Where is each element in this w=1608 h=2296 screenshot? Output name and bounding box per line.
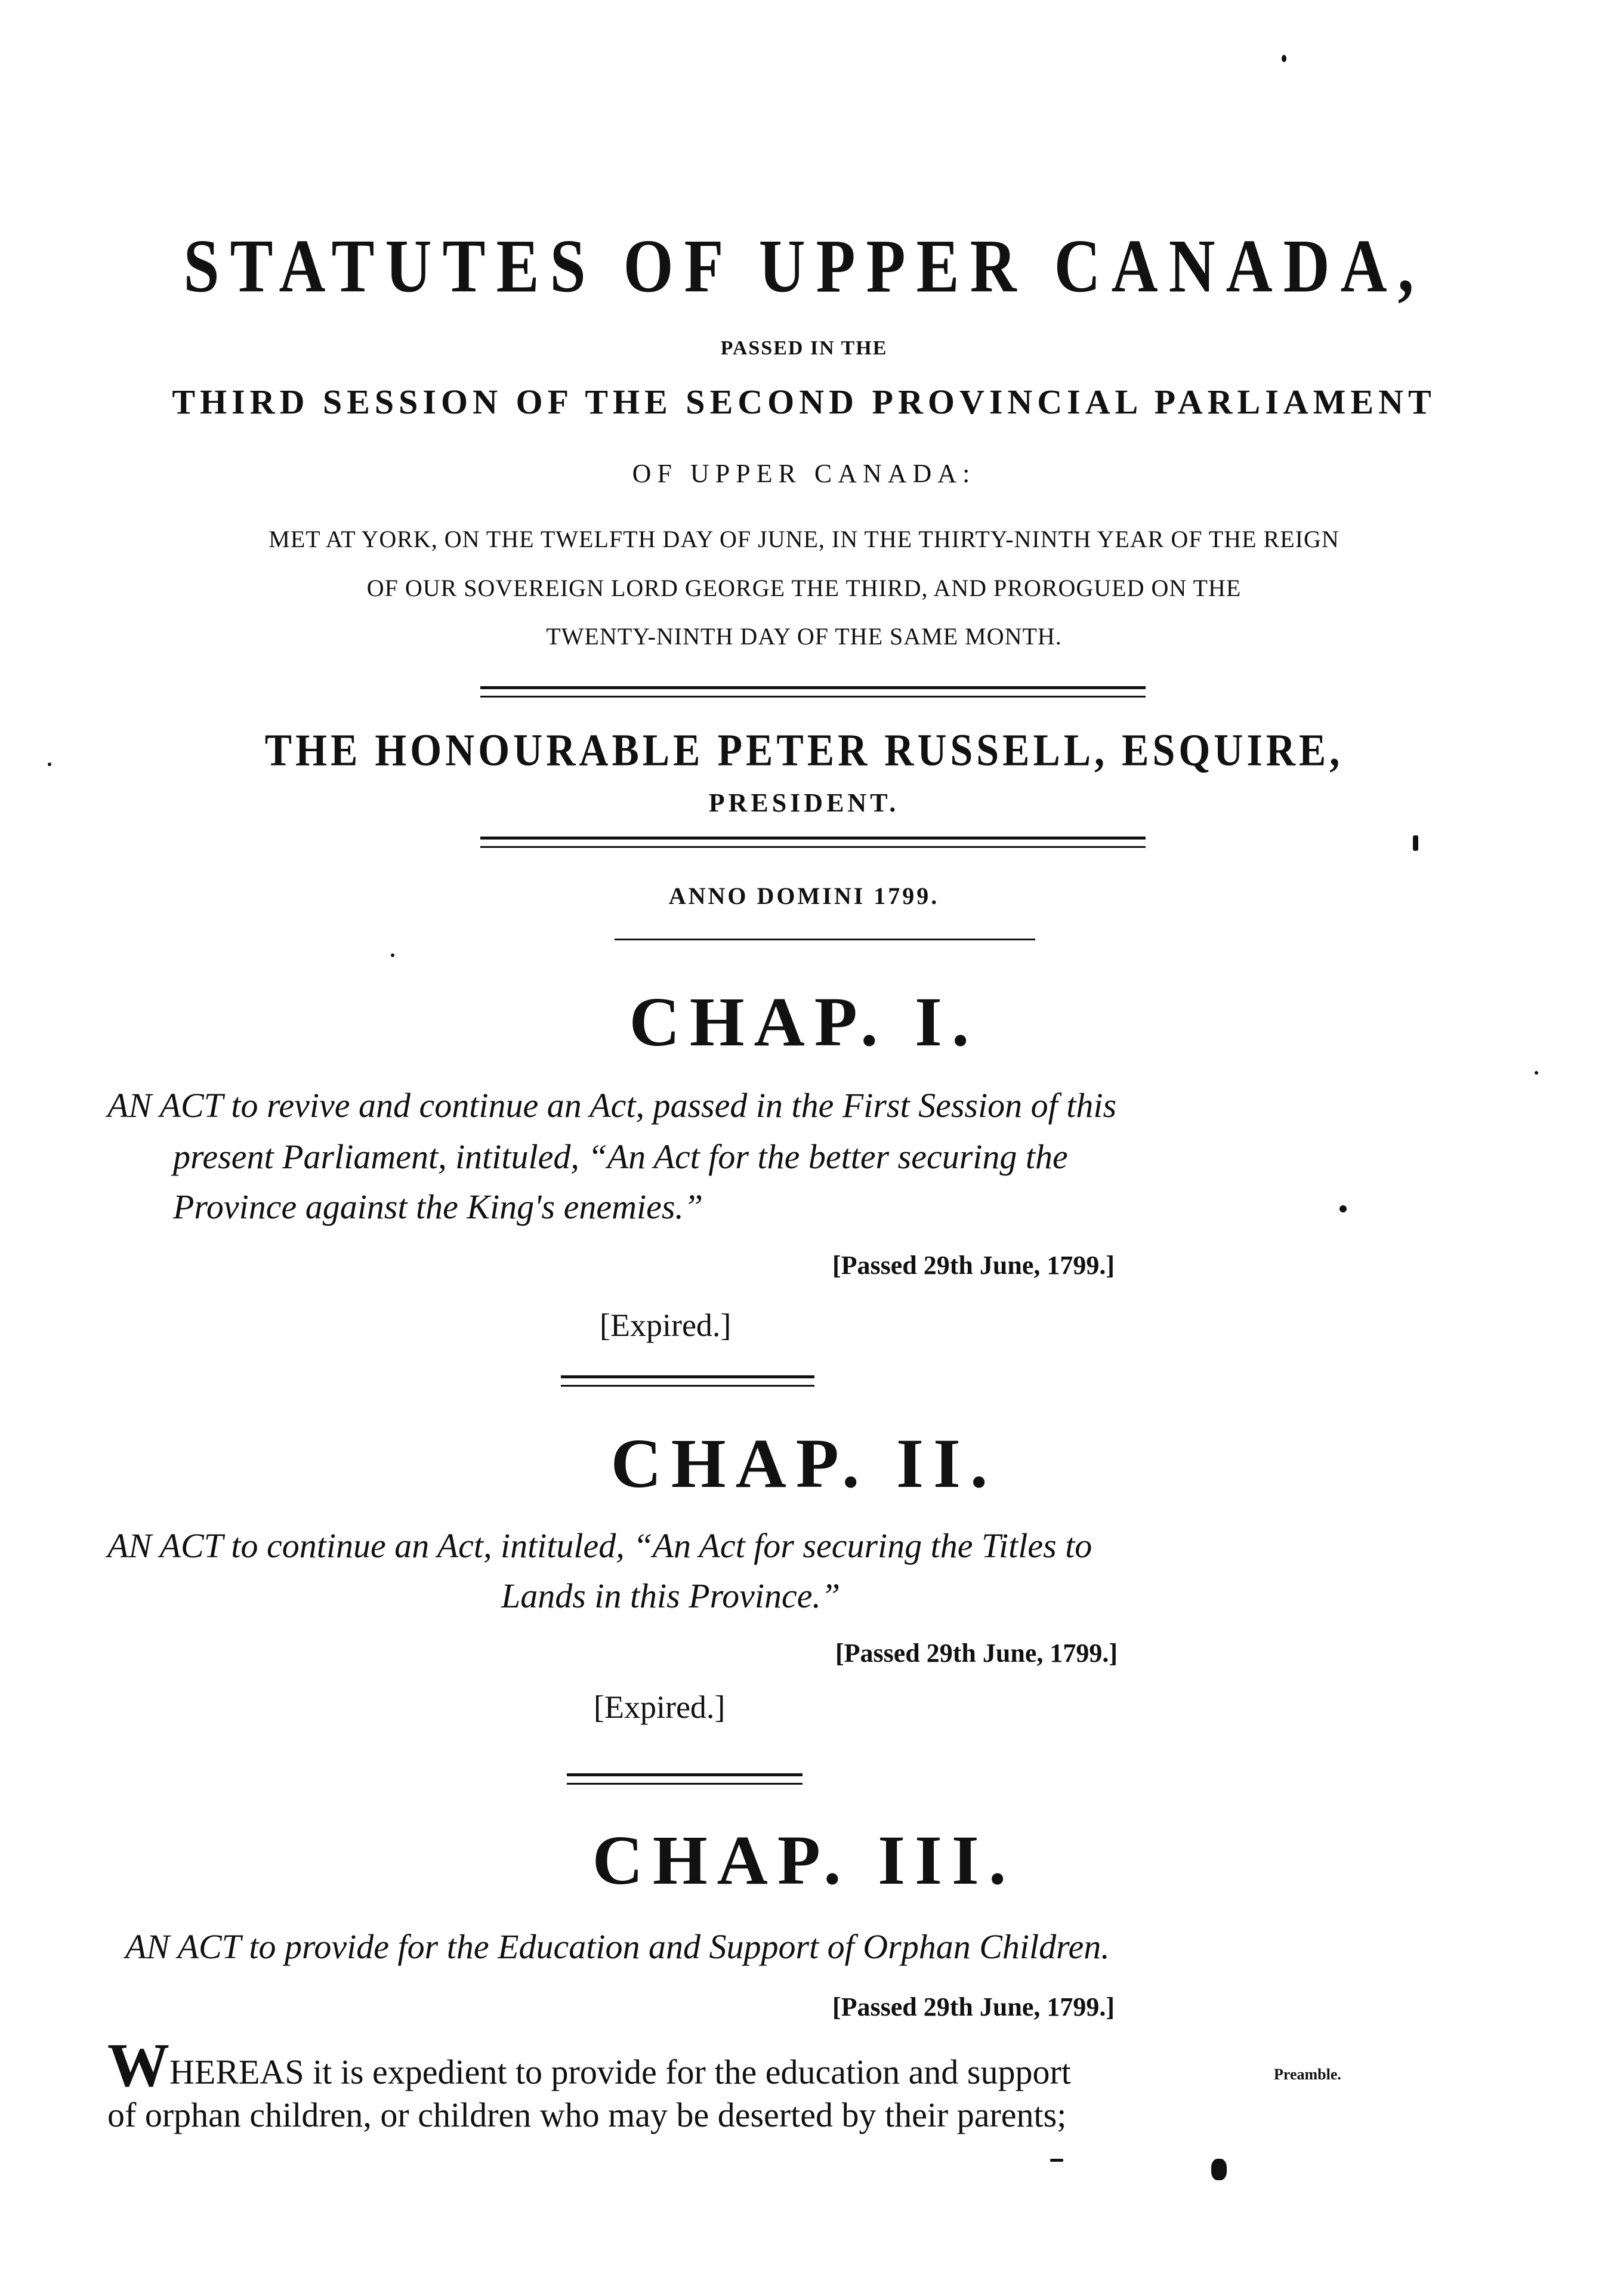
met-line-1: MET AT YORK, ON THE TWELFTH DAY OF JUNE, IN THE THIRTY-NINTH YEAR OF THE REIGN bbox=[268, 526, 1340, 553]
chapter-1-passed-date: [Passed 29th June, 1799.] bbox=[832, 1251, 1115, 1280]
chapter-2-expired: [Expired.] bbox=[594, 1689, 726, 1725]
chapter-1-heading: CHAP. I. bbox=[629, 983, 979, 1061]
chapter-3-passed-date: [Passed 29th June, 1799.] bbox=[832, 1992, 1115, 2022]
page-title: STATUTES OF UPPER CANADA, bbox=[183, 224, 1425, 308]
chapter-rule-2a bbox=[567, 1773, 803, 1776]
drop-cap: W bbox=[107, 2031, 169, 2100]
chapter-1-act-line-1: AN ACT to revive and continue an Act, passed in the First Session of this bbox=[107, 1086, 1117, 1125]
double-rule-top-b bbox=[480, 696, 1146, 698]
preamble-line-2: of orphan children, or children who may be deserted by their parents; bbox=[107, 2096, 1067, 2134]
chapter-rule-1b bbox=[561, 1385, 814, 1387]
chapter-2-act-line-1: AN ACT to continue an Act, intituled, “An Act for securing the Titles to bbox=[107, 1526, 1092, 1565]
chapter-3-heading: CHAP. III. bbox=[592, 1821, 1016, 1899]
president-title: PRESIDENT. bbox=[708, 788, 900, 817]
double-rule-top-a bbox=[480, 686, 1146, 689]
met-line-3: TWENTY-NINTH DAY OF THE SAME MONTH. bbox=[546, 623, 1062, 650]
single-rule bbox=[615, 939, 1035, 940]
margin-note-preamble: Preamble. bbox=[1274, 2066, 1341, 2083]
chapter-1-expired: [Expired.] bbox=[600, 1307, 732, 1343]
double-rule-mid-a bbox=[480, 837, 1146, 840]
anno-domini: ANNO DOMINI 1799. bbox=[668, 882, 940, 909]
scan-speck bbox=[391, 953, 394, 957]
preamble-line-1-rest: HEREAS it is expedient to provide for the education and support bbox=[169, 2053, 1071, 2091]
chapter-rule-2b bbox=[567, 1783, 803, 1785]
scan-speck bbox=[1211, 2159, 1227, 2180]
scan-speck bbox=[1413, 835, 1418, 851]
scan-speck bbox=[48, 763, 51, 766]
session-heading: THIRD SESSION OF THE SECOND PROVINCIAL PARLIAMENT bbox=[172, 382, 1436, 421]
chapter-1-act-line-2: present Parliament, intituled, “An Act for the better securing the bbox=[173, 1137, 1068, 1176]
scan-speck bbox=[1050, 2159, 1063, 2162]
passed-in-label: PASSED IN THE bbox=[720, 337, 888, 359]
chapter-2-passed-date: [Passed 29th June, 1799.] bbox=[835, 1638, 1118, 1668]
chapter-2-act-line-2: Lands in this Province.” bbox=[501, 1576, 841, 1615]
chapter-3-act-line-1: AN ACT to provide for the Education and Support of Orphan Children. bbox=[125, 1927, 1110, 1966]
of-upper-canada: OF UPPER CANADA: bbox=[632, 459, 976, 488]
chapter-1-act-line-3: Province against the King's enemies.” bbox=[173, 1187, 703, 1226]
chapter-rule-1a bbox=[561, 1375, 814, 1378]
preamble-line-1 bbox=[107, 2031, 1420, 2100]
scan-speck bbox=[1535, 1071, 1538, 1075]
scan-speck bbox=[1340, 1205, 1347, 1212]
chapter-2-heading: CHAP. II. bbox=[610, 1424, 998, 1502]
met-line-2: OF OUR SOVEREIGN LORD GEORGE THE THIRD, AND PROROGUED ON THE bbox=[366, 575, 1242, 601]
double-rule-mid-b bbox=[480, 846, 1146, 848]
scan-speck bbox=[1282, 55, 1286, 62]
president-name: THE HONOURABLE PETER RUSSELL, ESQUIRE, bbox=[264, 724, 1344, 776]
